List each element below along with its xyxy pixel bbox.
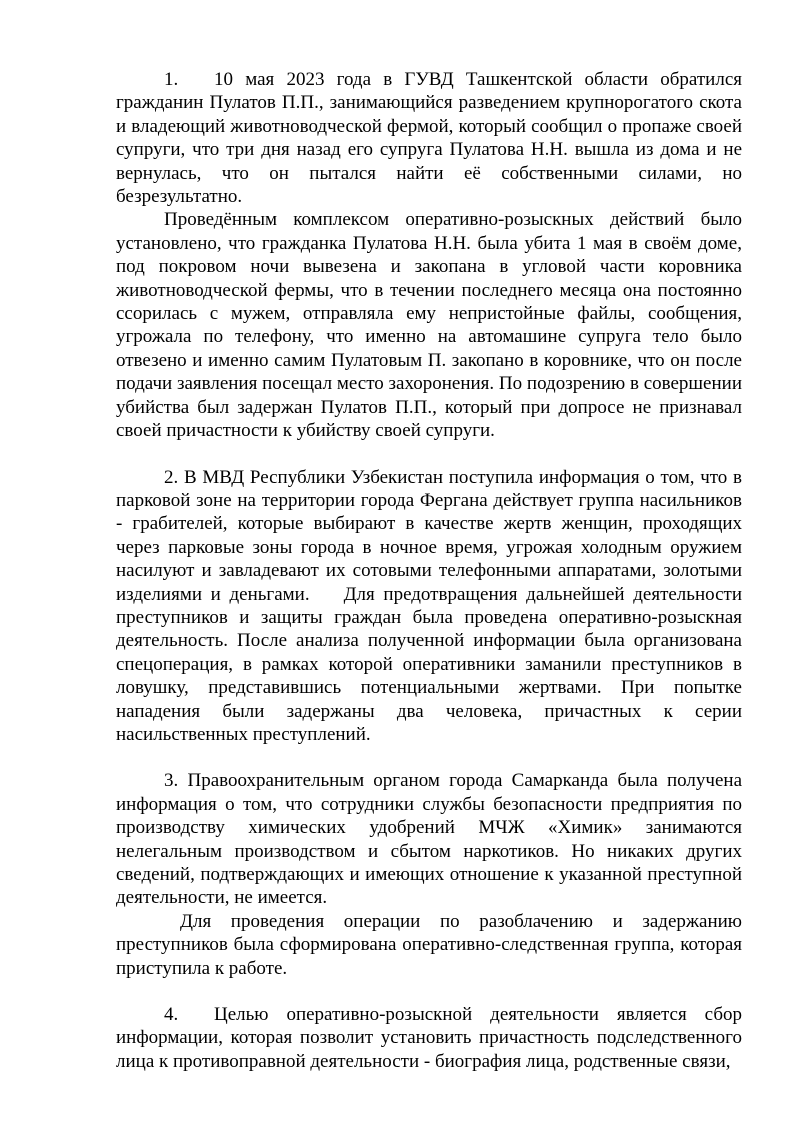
case-3-number: 3.: [164, 770, 179, 792]
case-1-number: 1.: [164, 69, 179, 90]
document-body: [116, 68, 742, 1073]
case-2-paragraph-1: [116, 466, 742, 747]
case-4-text-1: Целью оперативно-розыскной деятельности является сбор информации, которая позволит установить причастность подследственного лица к противоправной деятельности - биография лица, родственные связи,: [116, 1004, 742, 1072]
case-1-paragraph-2: Проведённым комплексом оперативно-розыскных действий было установлено, что гражданка Пулатова Н.Н. была убита 1 мая в своём доме, под покровом ночи вывезена и закопана в угловой части коровника животноводческой фермы, что в течении последнего месяца она постоянно ссорилась с мужем, отправляла ему непристойные файлы, сообщения, угрожала по телефону, что именно на автомашине супруга тело было отвезено и именно самим Пулатовым П. закопано в коровнике, что он после подачи заявления посещал место захоронения. По подозрению в совершении убийства был задержан Пулатов П.П., который при допросе не признавал своей причастности к убийству своей супруги.: [116, 209, 742, 442]
case-4-number: 4.: [164, 1004, 179, 1026]
case-3-paragraph-1: [116, 769, 742, 909]
case-2-text-2: Для предотвращения дальнейшей деятельности преступников и защиты граждан была проведена оперативно-розыскная деятельность. После анализа полученной информации была организована спецоперация, в рамках которой оперативники заманили преступников в ловушку, представившись потенциальными жертвами. При попытке нападения были задержаны два человека, причастных к серии насильственных преступлений.: [116, 583, 742, 745]
case-4-paragraph-1: [116, 1003, 742, 1073]
case-1-paragraph-1: [116, 68, 742, 208]
case-3-paragraph-2: Для проведения операции по разоблачению и задержанию преступников была сформирована оперативно-следственная группа, которая приступила к работе.: [116, 910, 742, 979]
case-1-text-1: 10 мая 2023 года в ГУВД Ташкентской области обратился гражданин Пулатов П.П., занимающийся разведением крупнорогатого скота и владеющий животноводческой фермой, который сообщил о пропаже своей супруги, что три дня назад его супруга Пулатова Н.Н. вышла из дома и не вернулась, что он пытался найти её собственными силами, но безрезультатно.: [116, 69, 742, 208]
case-2-text-1: В МВД Республики Узбекистан поступила информация о том, что в парковой зоне на территории города Фергана действует группа насильников - грабителей, которые выбирают в качестве жертв женщин, проходящих через парковые зоны города в ночное время, угрожая холодным оружием насилуют и завладевают их сотовыми телефонными аппаратами, золотыми изделиями и деньгами.: [116, 466, 742, 605]
case-3-text-1: Правоохранительным органом города Самарканда была получена информация о том, что сотрудники службы безопасности предприятия по производству химических удобрений МЧЖ «Химик» занимаются нелегальным производством и сбытом наркотиков. Но никаких других сведений, подтверждающих и имеющих отношение к указанной преступной деятельности, не имеется.: [116, 770, 742, 909]
case-2-number: 2.: [164, 466, 179, 488]
